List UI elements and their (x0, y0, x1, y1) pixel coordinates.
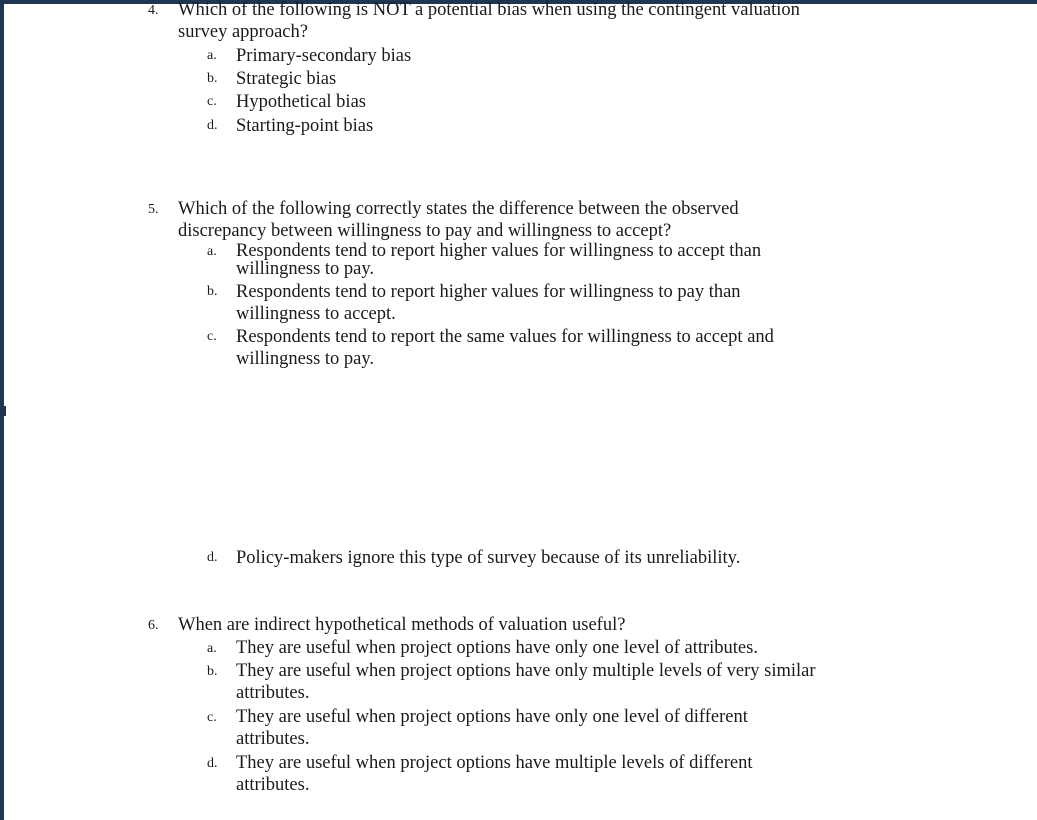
question-4-text: Which of the following is NOT a potential bias when using the contingent valuation survey approach? (178, 0, 800, 42)
q6-option-a-text: They are useful when project options have only one level of attributes. (236, 638, 758, 658)
border-marker (0, 406, 6, 416)
q5-option-c-text: Respondents tend to report the same values for willingness to accept and willingness to pay. (236, 327, 774, 369)
q5-option-b-letter: b. (207, 284, 218, 299)
q5-option-b-text: Respondents tend to report higher values for willingness to pay than willingness to accept. (236, 282, 741, 324)
q5-option-d-text: Policy-makers ignore this type of survey because of its unreliability. (236, 548, 741, 568)
q5-option-c-letter: c. (207, 329, 217, 344)
q6-option-b-letter: b. (207, 664, 218, 679)
q4-option-b-text: Strategic bias (236, 69, 337, 89)
q4-option-c-text: Hypothetical bias (236, 92, 366, 112)
q4-option-a-letter: a. (207, 48, 217, 63)
question-6-text: When are indirect hypothetical methods of valuation useful? (178, 615, 626, 635)
q6-option-a-letter: a. (207, 641, 217, 656)
q6-option-c-letter: c. (207, 710, 217, 725)
q5-option-a-text: Respondents tend to report higher values for willingness to accept than willingness to pay. (236, 241, 762, 279)
q4-option-d-letter: d. (207, 118, 218, 133)
q6-option-c-text: They are useful when project options have only one level of different attributes. (236, 707, 748, 749)
q4-option-b-letter: b. (207, 71, 218, 86)
q6-option-d-letter: d. (207, 756, 218, 771)
question-6-number: 6. (148, 618, 159, 633)
question-5-text: Which of the following correctly states the difference between the observed discrepancy between willingness to pay and willingness to accept? (178, 199, 739, 241)
q5-option-d-letter: d. (207, 550, 218, 565)
q6-option-d-text: They are useful when project options have multiple levels of different attributes. (236, 753, 753, 795)
question-5-number: 5. (148, 202, 159, 217)
q5-option-a-letter: a. (207, 244, 217, 259)
q4-option-d-text: Starting-point bias (236, 116, 374, 136)
q4-option-a-text: Primary-secondary bias (236, 46, 412, 66)
question-4-number: 4. (148, 3, 159, 18)
q4-option-c-letter: c. (207, 94, 217, 109)
q6-option-b-text: They are useful when project options have only multiple levels of very similar attributes. (236, 661, 816, 703)
